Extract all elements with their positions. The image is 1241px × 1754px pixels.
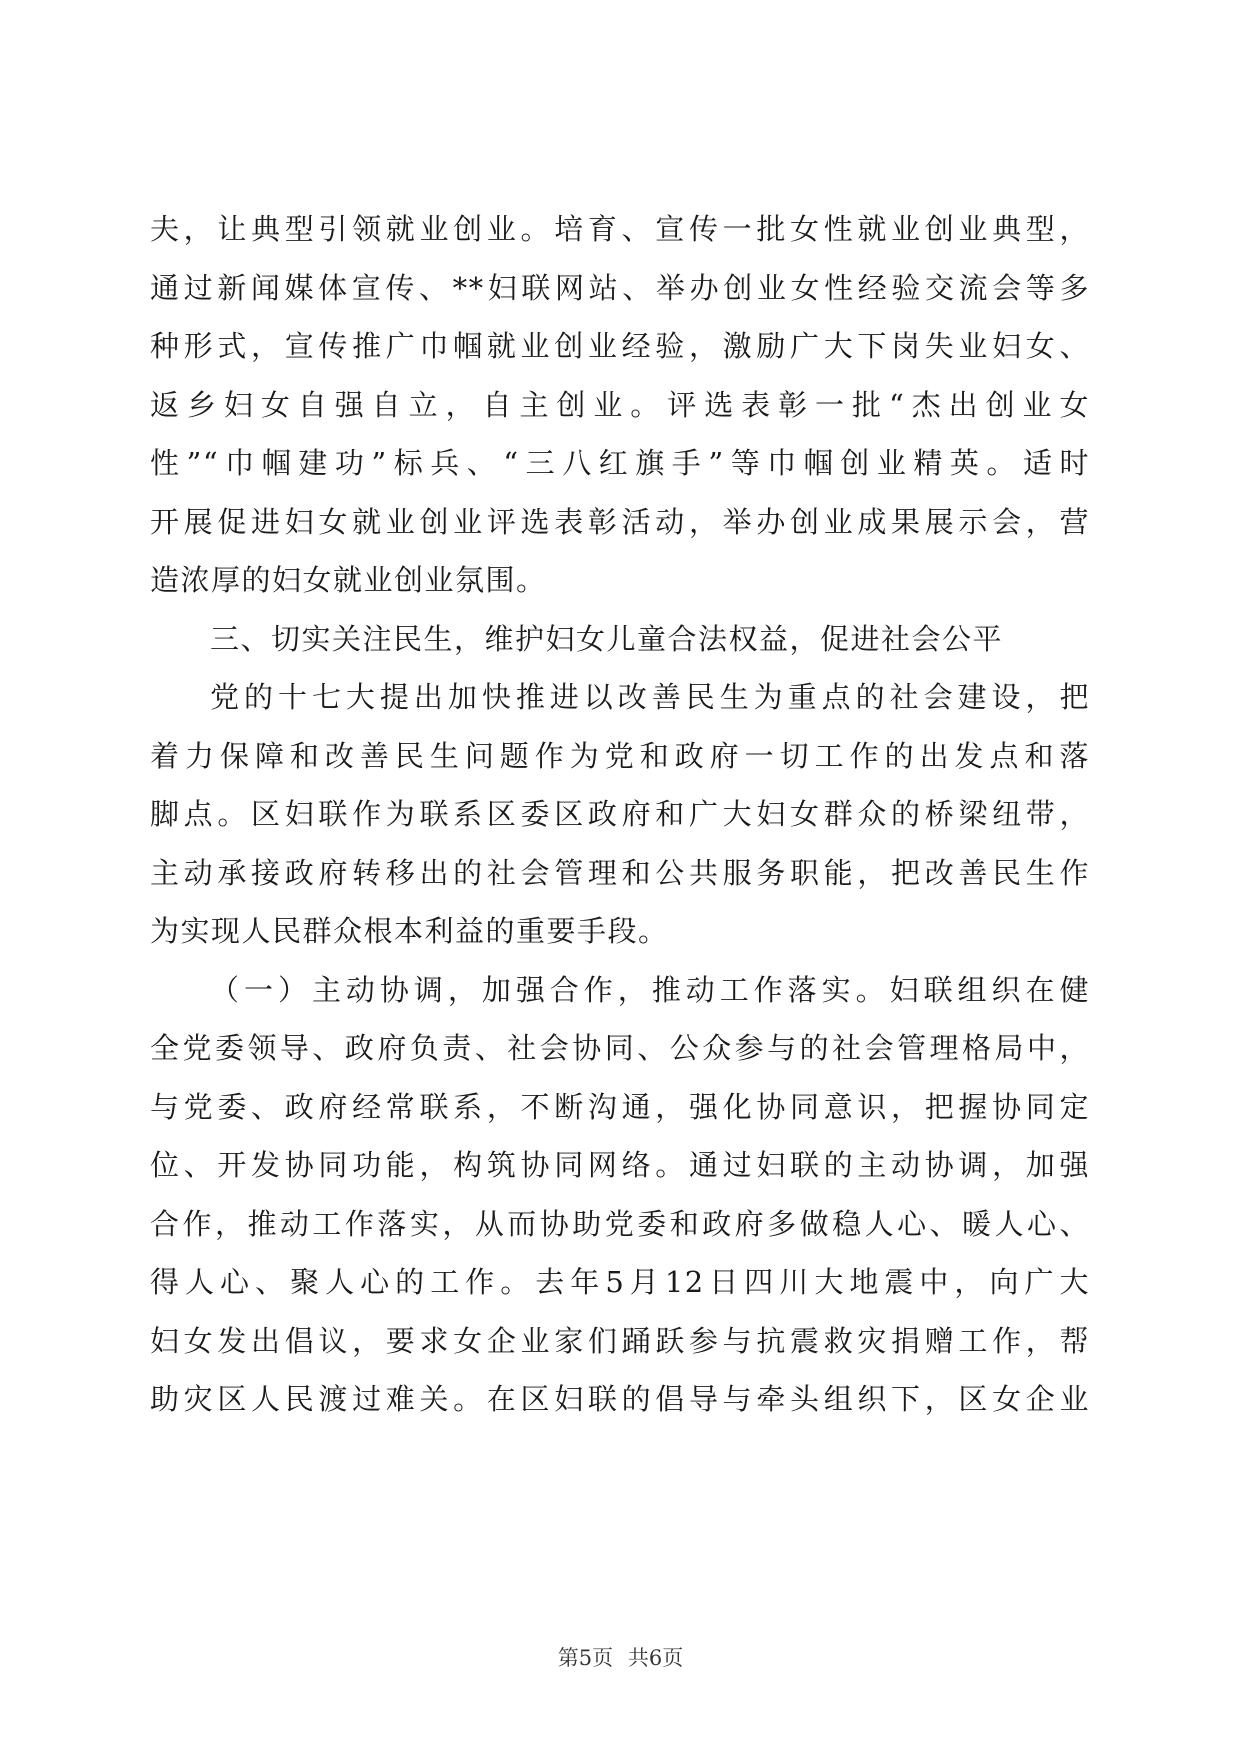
text-line: 返乡妇女自强自立，自主创业。评选表彰一批“杰出创业女 <box>150 387 1090 422</box>
text-line: 性”“巾帼建功”标兵、“三八红旗手”等巾帼创业精英。适时 <box>150 446 1090 480</box>
page-footer <box>0 1642 1241 1672</box>
page-total: 共6页 <box>627 1646 684 1670</box>
text-line: （一）主动协调，加强合作，推动工作落实。妇联组织在健 <box>210 972 1090 1007</box>
text-line: 主动承接政府转移出的社会管理和公共服务职能，把改善民生作 <box>150 855 1090 890</box>
text-line: 通过新闻媒体宣传、**妇联网站、举办创业女性经验交流会等多 <box>150 270 1090 305</box>
text-line: 位、开发协同功能，构筑协同网络。通过妇联的主动协调，加强 <box>150 1148 1090 1182</box>
text-line: 造浓厚的妇女就业创业氛围。 <box>150 563 547 597</box>
text-line: 助灾区人民渡过难关。在区妇联的倡导与牵头组织下，区女企业 <box>150 1382 1090 1416</box>
paragraph-2 <box>150 668 1090 961</box>
text-line: 党的十七大提出加快推进以改善民生为重点的社会建设，把 <box>210 680 1090 714</box>
document-body <box>150 200 1090 1429</box>
text-line: 三、切实关注民生，维护妇女儿童合法权益，促进社会公平 <box>210 621 1004 656</box>
text-line: 合作，推动工作落实，从而协助党委和政府多做稳人心、暖人心、 <box>150 1206 1090 1241</box>
text-line: 着力保障和改善民生问题作为党和政府一切工作的出发点和落 <box>150 738 1090 773</box>
section-heading <box>150 610 1090 669</box>
paragraph-3 <box>150 961 1090 1429</box>
text-line: 与党委、政府经常联系，不断沟通，强化协同意识，把握协同定 <box>150 1089 1090 1124</box>
text-line: 为实现人民群众根本利益的重要手段。 <box>150 914 669 948</box>
paragraph-1 <box>150 200 1090 610</box>
text-line: 开展促进妇女就业创业评选表彰活动，举办创业成果展示会，营 <box>150 504 1090 539</box>
text-line: 种形式，宣传推广巾帼就业创业经验，激励广大下岗失业妇女、 <box>150 329 1090 363</box>
text-line: 全党委领导、政府负责、社会协同、公众参与的社会管理格局中， <box>150 1031 1090 1065</box>
text-line: 夫，让典型引领就业创业。培育、宣传一批女性就业创业典型， <box>150 212 1090 246</box>
text-line: 脚点。区妇联作为联系区委区政府和广大妇女群众的桥梁纽带， <box>150 797 1090 831</box>
text-line: 妇女发出倡议，要求女企业家们踊跃参与抗震救灾捐赠工作，帮 <box>150 1323 1090 1358</box>
text-line: 得人心、聚人心的工作。去年5月12日四川大地震中，向广大 <box>150 1265 1090 1299</box>
page-number: 第5页 <box>557 1646 614 1670</box>
